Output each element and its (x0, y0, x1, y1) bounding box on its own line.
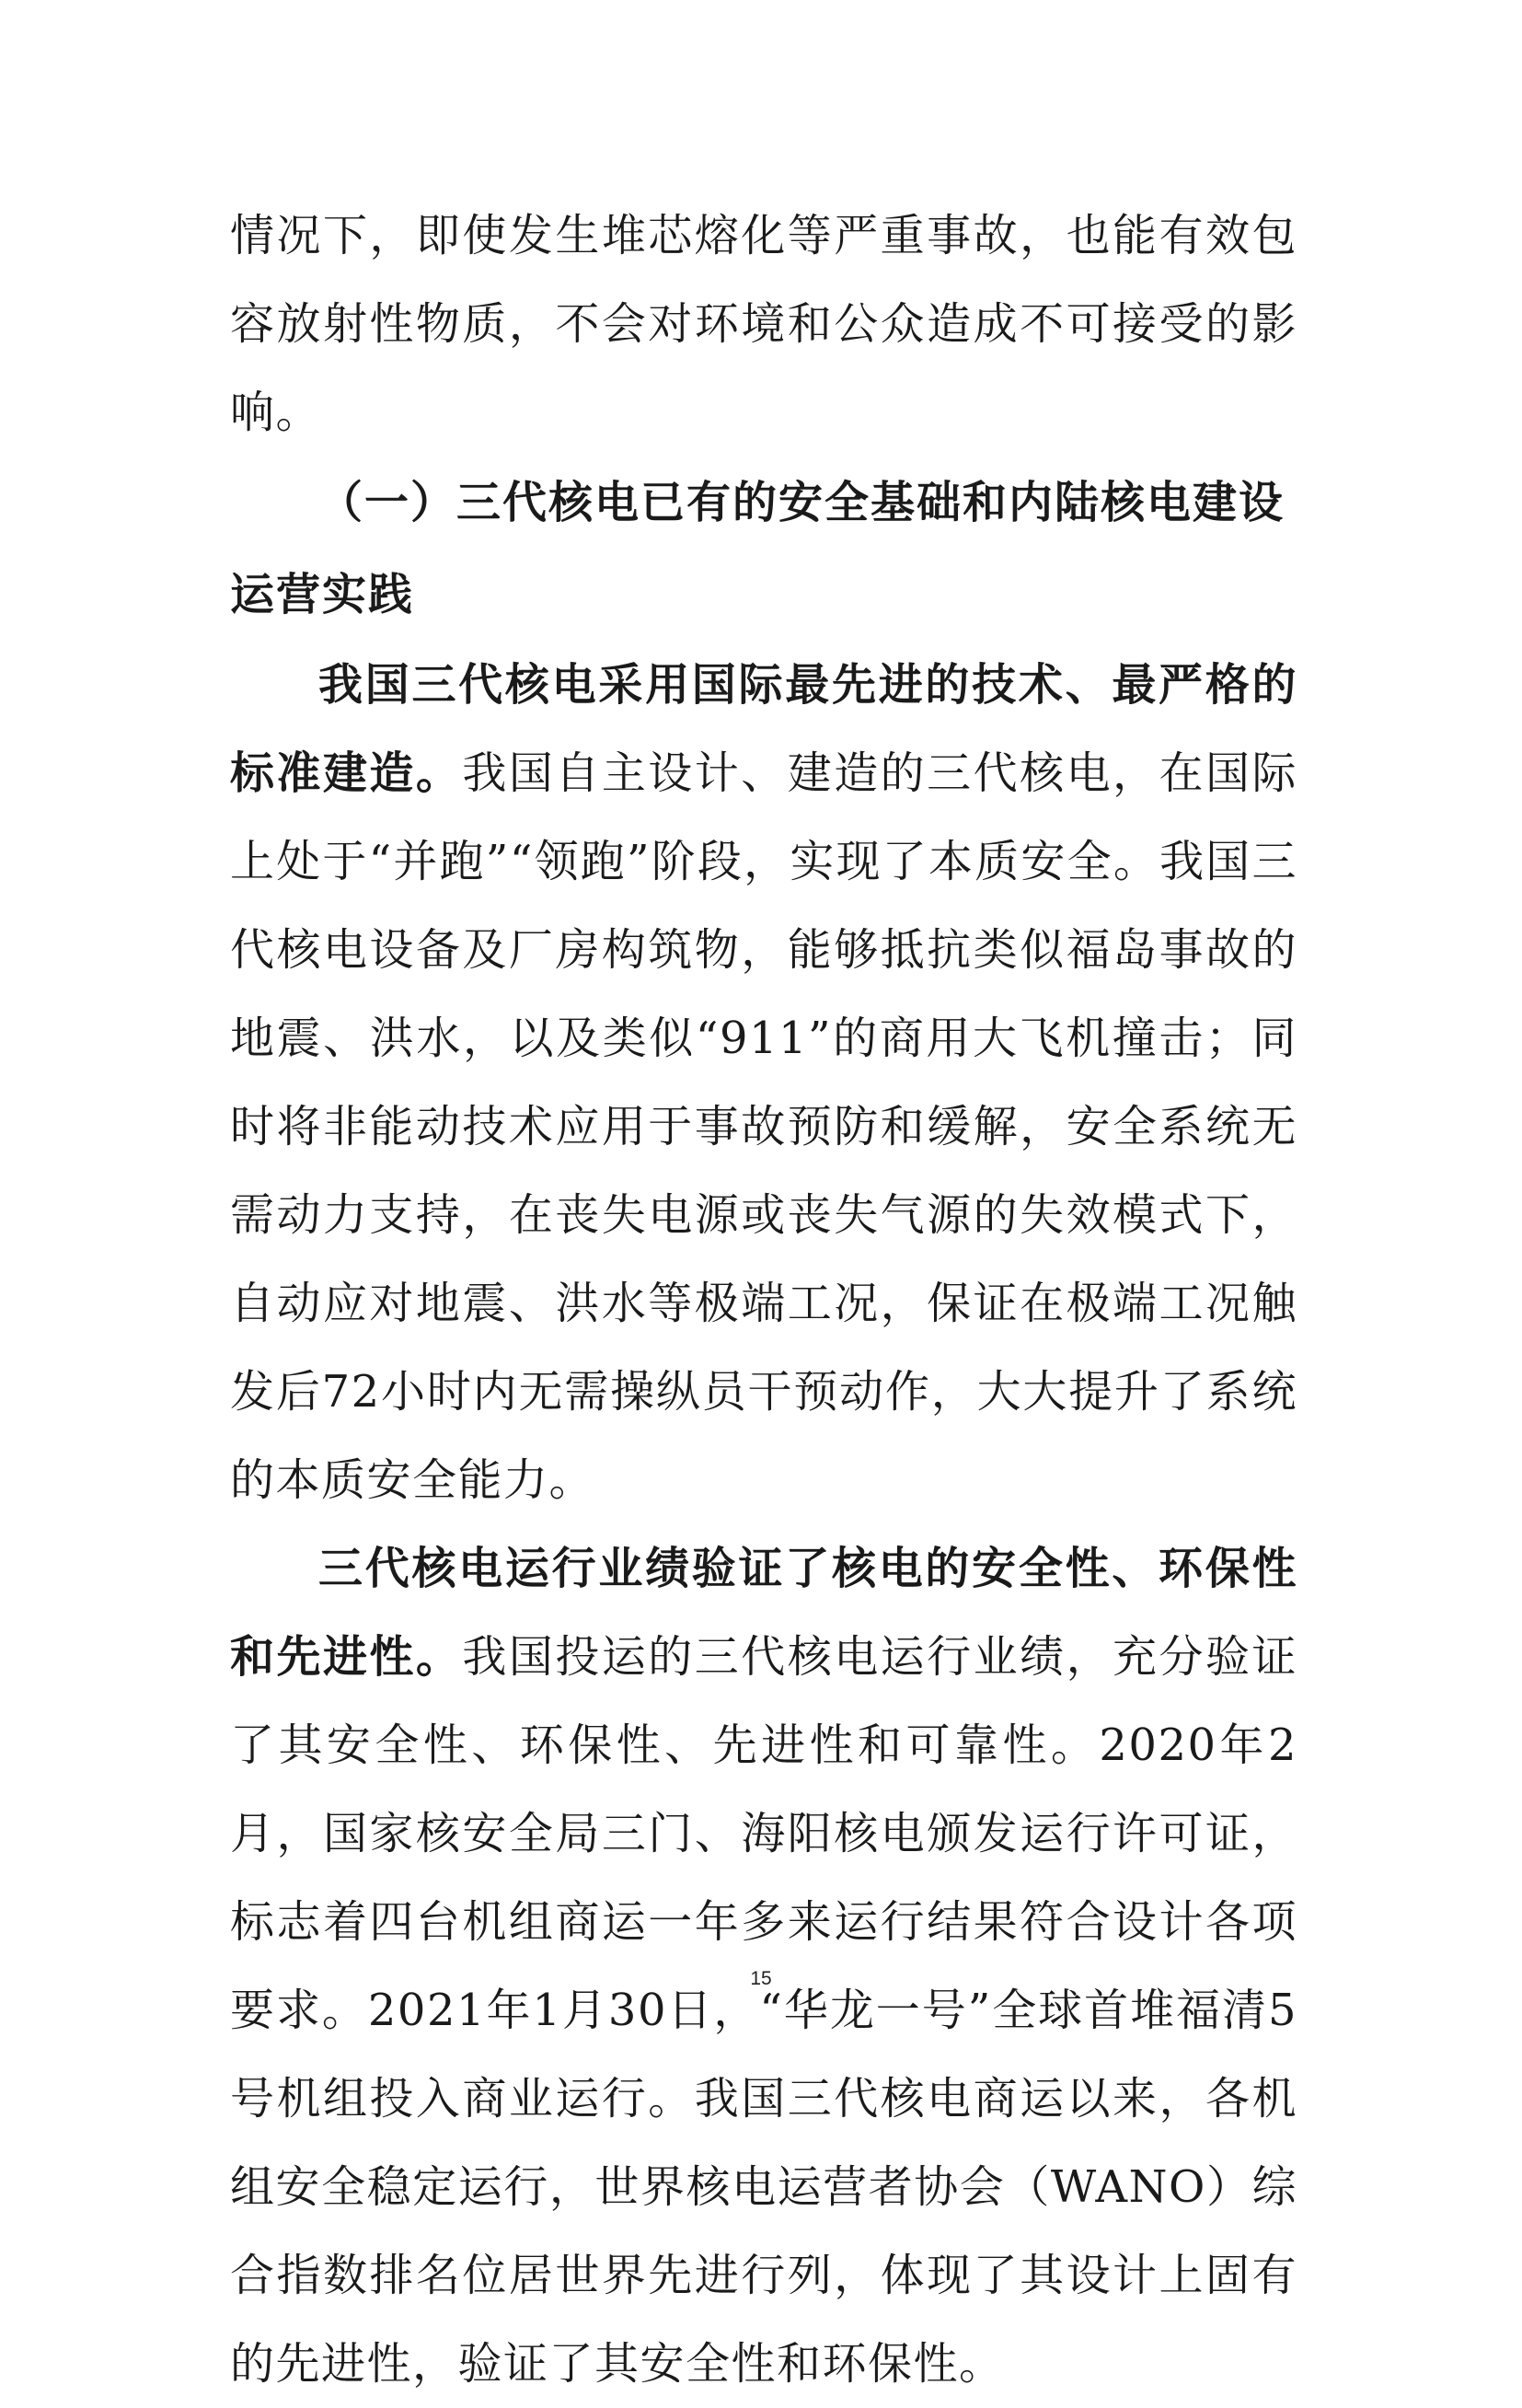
paragraph-advanced-technology (230, 641, 1297, 1524)
document-body (230, 191, 1297, 2408)
paragraph-lead-sentence: 三代核电运行业绩验证了核电的安全性、环保性和先进性。 (230, 1543, 1297, 1683)
paragraph-body-text: 我国自主设计、建造的三代核电，在国际上处于“并跑”“领跑”阶段，实现了本质安全。我国三代核电设备及厂房构筑物，能够抵抗类似福岛事故的地震、洪水，以及类似“911”的商用大飞机撞击；同时将非能动技术应用于事故预防和缓解，安全系统无需动力支持，在丧失电源或丧失气源的失效模式下，自动应对地震、洪水等极端工况，保证在极端工况触发后72小时内无需操纵员干预动作，大大提升了系统的本质安全能力。 (230, 747, 1297, 1506)
page-number: 15 (750, 1968, 772, 1989)
paragraph-operating-performance (230, 1524, 1297, 2408)
paragraph-body-text: 我国投运的三代核电运行业绩，充分验证了其安全性、环保性、先进性和可靠性。2020年2月，国家核安全局三门、海阳核电颁发运行许可证，标志着四台机组商运一年多来运行结果符合设计各项要求。2021年1月30日，“华龙一号”全球首堆福清5号机组投入商业运行。我国三代核电商运以来，各机组安全稳定运行，世界核电运营者协会（WANO）综合指数排名位居世界先进行列，体现了其设计上固有的先进性，验证了其安全性和环保性。 (230, 1631, 1297, 2390)
continuation-paragraph: 情况下，即使发生堆芯熔化等严重事故，也能有效包容放射性物质，不会对环境和公众造成不可接受的影响。 (230, 210, 1297, 438)
paragraph-lead-sentence: 我国三代核电采用国际最先进的技术、最严格的标准建造。 (230, 659, 1297, 799)
section-heading: （一）三代核电已有的安全基础和内陆核电建设运营实践 (230, 477, 1286, 620)
